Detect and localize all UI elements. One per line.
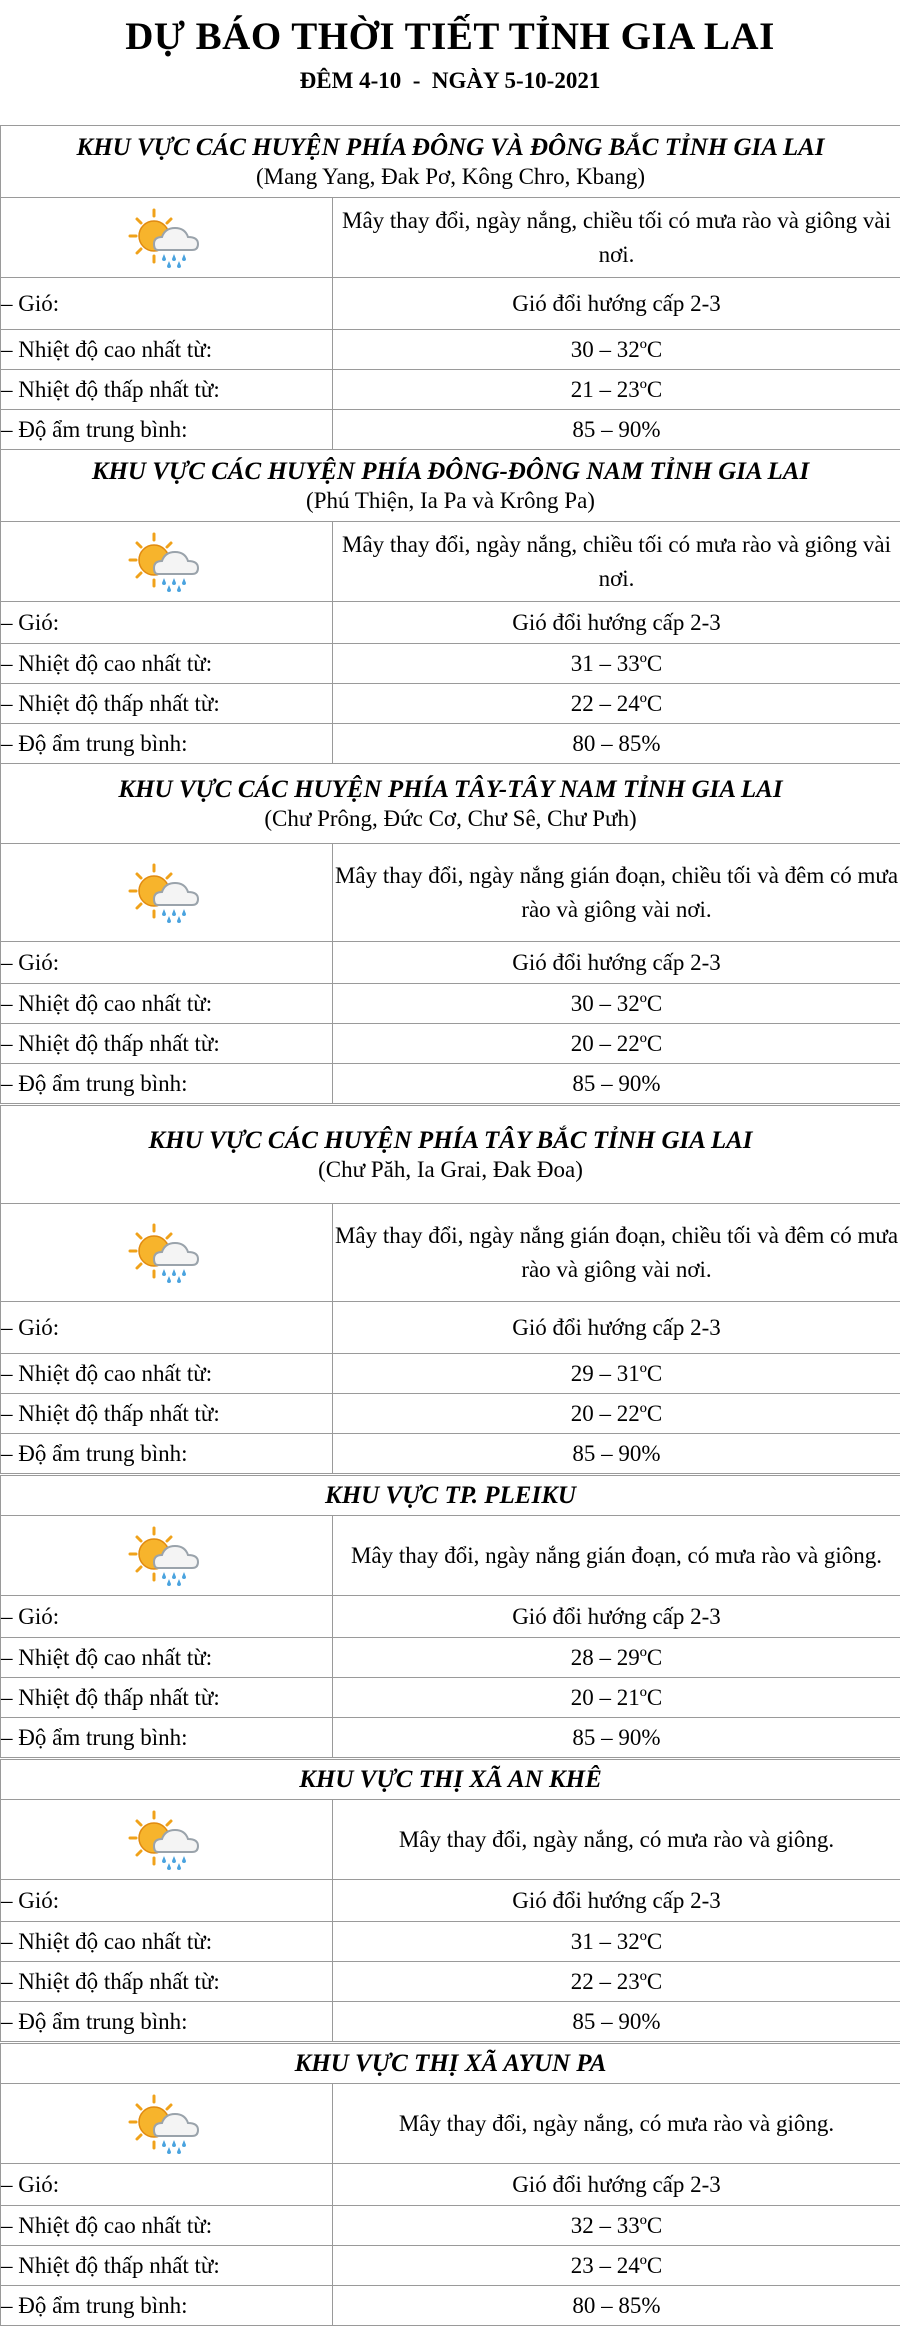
max-temp-value: 31 – 32ºC [333, 1922, 900, 1962]
max-temp-label: – Nhiệt độ cao nhất từ: [1, 644, 333, 684]
weather-icon-cell [1, 522, 333, 602]
region-table [0, 2043, 900, 2326]
humidity-value: 80 – 85% [333, 2286, 900, 2326]
humidity-label: – Độ ẩm trung bình: [1, 2002, 333, 2042]
region-name: KHU VỰC CÁC HUYỆN PHÍA TÂY BẮC TỈNH GIA LAI [148, 1126, 753, 1154]
weather-icon-cell [1, 198, 333, 278]
min-temp-label: – Nhiệt độ thấp nhất từ: [1, 370, 333, 410]
sun-cloud-rain-icon [124, 861, 210, 925]
page-title: DỰ BÁO THỜI TIẾT TỈNH GIA LAI [125, 15, 775, 58]
weather-icon-cell [1, 2084, 333, 2164]
region-header [1, 764, 900, 844]
region-districts: (Phú Thiện, Ia Pa và Krông Pa) [306, 487, 595, 513]
min-temp-value: 22 – 24ºC [333, 684, 900, 724]
min-temp-value: 20 – 22ºC [333, 1024, 900, 1064]
region-name: KHU VỰC THỊ XÃ AN KHÊ [299, 1765, 602, 1793]
min-temp-value: 20 – 22ºC [333, 1394, 900, 1434]
weather-icon-cell [1, 844, 333, 942]
region-table [0, 449, 900, 764]
max-temp-label: – Nhiệt độ cao nhất từ: [1, 1638, 333, 1678]
humidity-value: 85 – 90% [333, 1434, 900, 1474]
min-temp-label: – Nhiệt độ thấp nhất từ: [1, 1678, 333, 1718]
sun-cloud-rain-icon [124, 1221, 210, 1285]
region-table [0, 125, 900, 450]
max-temp-value: 29 – 31ºC [333, 1354, 900, 1394]
wind-label: – Gió: [1, 1596, 333, 1638]
weather-description: Mây thay đổi, ngày nắng, có mưa rào và giông. [333, 2084, 900, 2164]
max-temp-value: 30 – 32ºC [333, 984, 900, 1024]
region-table [0, 1105, 900, 1474]
region-name: KHU VỰC TP. PLEIKU [325, 1481, 576, 1509]
min-temp-value: 22 – 23ºC [333, 1962, 900, 2002]
region-name: KHU VỰC THỊ XÃ AYUN PA [294, 2049, 607, 2077]
wind-value: Gió đổi hướng cấp 2-3 [333, 1302, 900, 1354]
weather-description: Mây thay đổi, ngày nắng gián đoạn, chiều tối và đêm có mưa rào và giông vài nơi. [333, 1204, 900, 1302]
weather-icon-cell [1, 1516, 333, 1596]
wind-value: Gió đổi hướng cấp 2-3 [333, 278, 900, 330]
humidity-value: 85 – 90% [333, 410, 900, 450]
sun-cloud-rain-icon [124, 1524, 210, 1588]
min-temp-label: – Nhiệt độ thấp nhất từ: [1, 1394, 333, 1434]
weather-description: Mây thay đổi, ngày nắng, chiều tối có mưa rào và giông vài nơi. [333, 522, 900, 602]
region-table [0, 1475, 900, 1758]
wind-value: Gió đổi hướng cấp 2-3 [333, 2164, 900, 2206]
humidity-value: 85 – 90% [333, 1718, 900, 1758]
weather-icon-cell [1, 1204, 333, 1302]
wind-value: Gió đổi hướng cấp 2-3 [333, 942, 900, 984]
wind-value: Gió đổi hướng cấp 2-3 [333, 1880, 900, 1922]
region-header [1, 1106, 900, 1204]
min-temp-label: – Nhiệt độ thấp nhất từ: [1, 684, 333, 724]
max-temp-label: – Nhiệt độ cao nhất từ: [1, 984, 333, 1024]
humidity-label: – Độ ẩm trung bình: [1, 410, 333, 450]
wind-label: – Gió: [1, 278, 333, 330]
max-temp-value: 28 – 29ºC [333, 1638, 900, 1678]
sun-cloud-rain-icon [124, 206, 210, 270]
region-districts: (Chư Păh, Ia Grai, Đak Đoa) [318, 1156, 583, 1182]
humidity-value: 80 – 85% [333, 724, 900, 764]
wind-value: Gió đổi hướng cấp 2-3 [333, 1596, 900, 1638]
region-header [1, 2044, 900, 2084]
wind-label: – Gió: [1, 942, 333, 984]
region-districts: (Chư Prông, Đức Cơ, Chư Sê, Chư Pưh) [264, 805, 637, 831]
max-temp-label: – Nhiệt độ cao nhất từ: [1, 330, 333, 370]
region-name: KHU VỰC CÁC HUYỆN PHÍA TÂY-TÂY NAM TỈNH GIA LAI [118, 775, 783, 803]
max-temp-label: – Nhiệt độ cao nhất từ: [1, 2206, 333, 2246]
region-table [0, 763, 900, 1104]
wind-label: – Gió: [1, 2164, 333, 2206]
region-header [1, 450, 900, 522]
max-temp-value: 32 – 33ºC [333, 2206, 900, 2246]
wind-label: – Gió: [1, 1880, 333, 1922]
wind-label: – Gió: [1, 602, 333, 644]
page-subtitle: ĐÊM 4-10 - NGÀY 5-10-2021 [299, 68, 601, 93]
wind-label: – Gió: [1, 1302, 333, 1354]
min-temp-value: 20 – 21ºC [333, 1678, 900, 1718]
min-temp-label: – Nhiệt độ thấp nhất từ: [1, 1024, 333, 1064]
max-temp-value: 31 – 33ºC [333, 644, 900, 684]
region-name: KHU VỰC CÁC HUYỆN PHÍA ĐÔNG VÀ ĐÔNG BẮC TỈNH GIA LAI [76, 133, 825, 161]
weather-icon-cell [1, 1800, 333, 1880]
humidity-label: – Độ ẩm trung bình: [1, 1434, 333, 1474]
weather-description: Mây thay đổi, ngày nắng, chiều tối có mưa rào và giông vài nơi. [333, 198, 900, 278]
sun-cloud-rain-icon [124, 2092, 210, 2156]
humidity-label: – Độ ẩm trung bình: [1, 1718, 333, 1758]
sun-cloud-rain-icon [124, 1808, 210, 1872]
weather-description: Mây thay đổi, ngày nắng gián đoạn, chiều tối và đêm có mưa rào và giông vài nơi. [333, 844, 900, 942]
humidity-label: – Độ ẩm trung bình: [1, 2286, 333, 2326]
humidity-value: 85 – 90% [333, 1064, 900, 1104]
region-name: KHU VỰC CÁC HUYỆN PHÍA ĐÔNG-ĐÔNG NAM TỈNH GIA LAI [91, 457, 810, 485]
weather-description: Mây thay đổi, ngày nắng, có mưa rào và giông. [333, 1800, 900, 1880]
max-temp-label: – Nhiệt độ cao nhất từ: [1, 1922, 333, 1962]
region-header [1, 126, 900, 198]
humidity-label: – Độ ẩm trung bình: [1, 724, 333, 764]
max-temp-label: – Nhiệt độ cao nhất từ: [1, 1354, 333, 1394]
wind-value: Gió đổi hướng cấp 2-3 [333, 602, 900, 644]
region-districts: (Mang Yang, Đak Pơ, Kông Chro, Kbang) [255, 163, 646, 189]
region-table [0, 1759, 900, 2042]
max-temp-value: 30 – 32ºC [333, 330, 900, 370]
humidity-value: 85 – 90% [333, 2002, 900, 2042]
weather-description: Mây thay đổi, ngày nắng gián đoạn, có mưa rào và giông. [333, 1516, 900, 1596]
min-temp-value: 21 – 23ºC [333, 370, 900, 410]
min-temp-value: 23 – 24ºC [333, 2246, 900, 2286]
min-temp-label: – Nhiệt độ thấp nhất từ: [1, 1962, 333, 2002]
region-header [1, 1476, 900, 1516]
min-temp-label: – Nhiệt độ thấp nhất từ: [1, 2246, 333, 2286]
humidity-label: – Độ ẩm trung bình: [1, 1064, 333, 1104]
region-header [1, 1760, 900, 1800]
sun-cloud-rain-icon [124, 530, 210, 594]
